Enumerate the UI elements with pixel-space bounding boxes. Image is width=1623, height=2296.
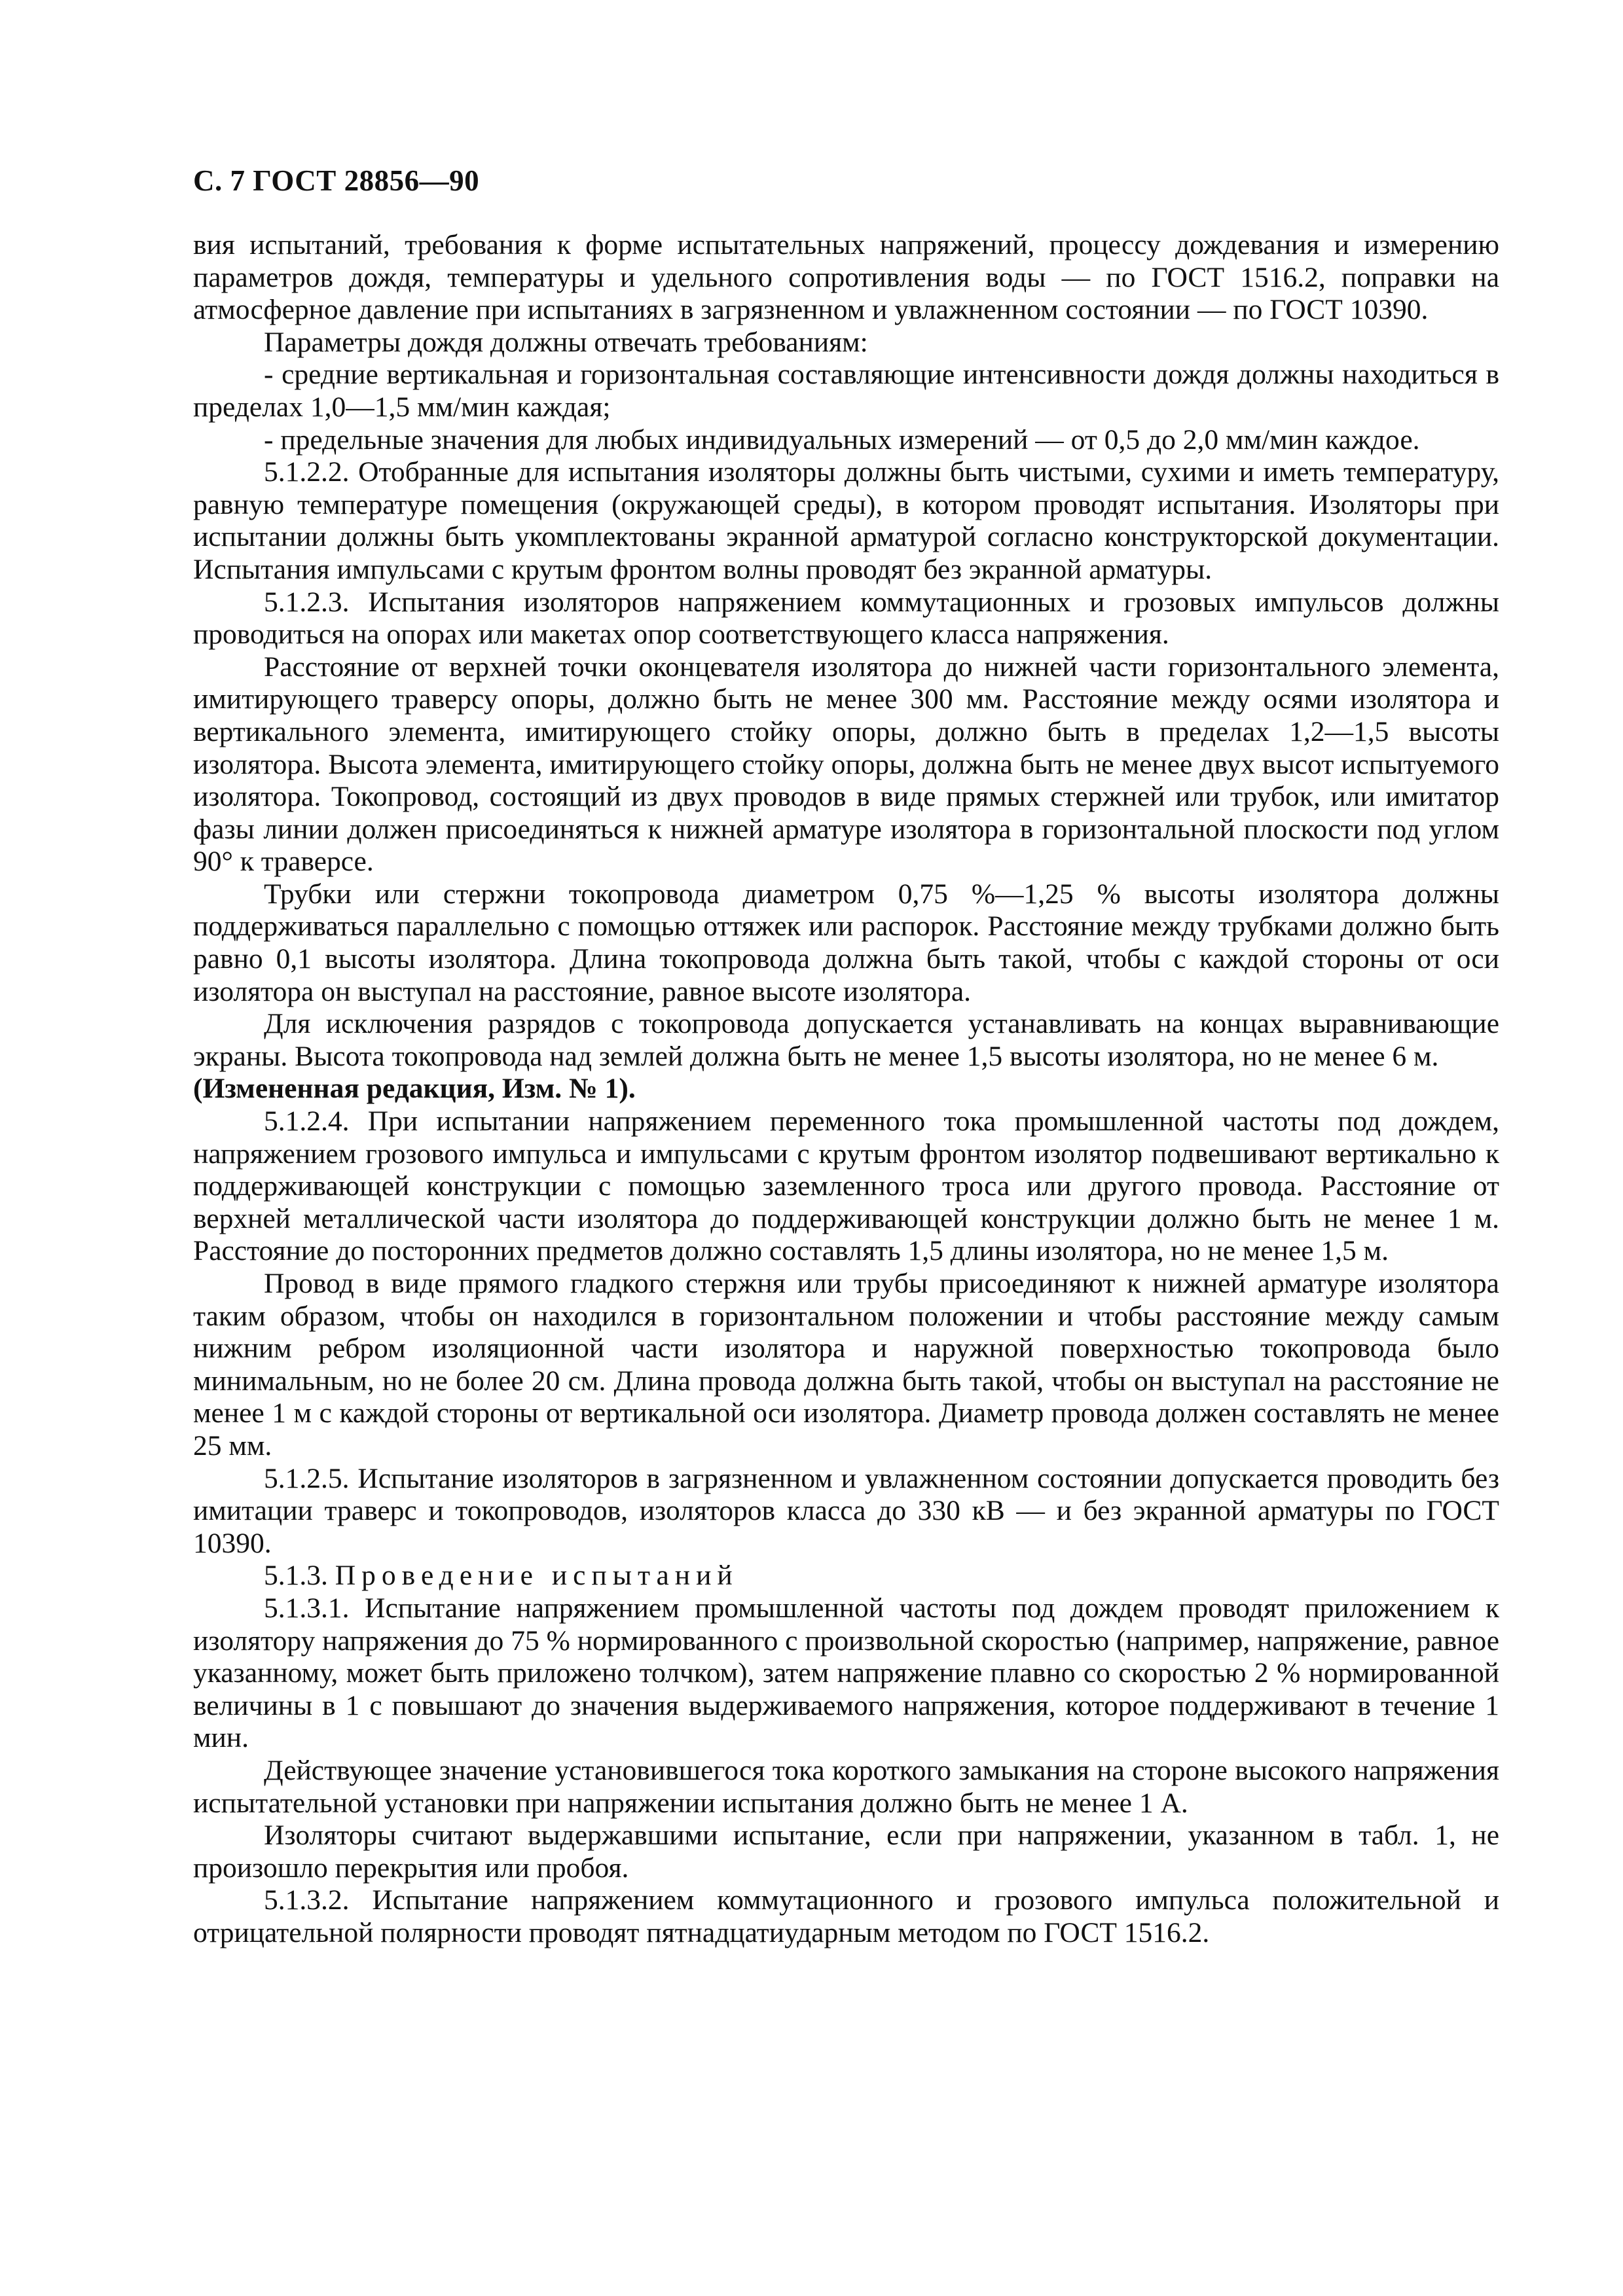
clause-5-1-2-4: 5.1.2.4. При испытании напряжением переменного тока промышленной частоты под дождем, напряжением грозового импульса и импульсами с крутым фронтом изолятор подвешивают вертикально к поддерживающей конструкции с помощью заземленного троса или другого провода. Расстояние от верхней металлической части изолятора до поддерживающей конструкции должно быть не менее 1 м. Расстояние до посторонних предметов должно составлять 1,5 длины изолятора, но не менее 1,5 м. — [193, 1105, 1499, 1267]
clause-5-1-3-2: 5.1.3.2. Испытание напряжением коммутационного и грозового импульса положительной и отрицательной полярности проводят пятнадцатиударным методом по ГОСТ 1516.2. — [193, 1884, 1499, 1948]
running-head: С. 7 ГОСТ 28856—90 — [193, 164, 480, 197]
paragraph: Трубки или стержни токопровода диаметром 0,75 %—1,25 % высоты изолятора должны поддерживаться параллельно с помощью оттяжек или распорок. Расстояние между трубками должно быть равно 0,1 высоты изолятора. Длина токопровода должна быть такой, чтобы с каждой стороны от оси изолятора он выступал на расстояние, равное высоте изолятора. — [193, 878, 1499, 1007]
paragraph: Изоляторы считают выдержавшими испытание, если при напряжении, указанном в табл. 1, не произошло перекрытия или пробоя. — [193, 1820, 1499, 1884]
clause-5-1-3-1: 5.1.3.1. Испытание напряжением промышленной частоты под дождем проводят приложением к изолятору напряжения до 75 % нормированного с произвольной скоростью (например, напряжение, равное указанному, может быть приложено толчком), затем напряжение плавно со скоростью 2 % нормированной величины в 1 с повышают до значения выдерживаемого напряжения, которое поддерживают в течение 1 мин. — [193, 1592, 1499, 1754]
clause-5-1-2-3: 5.1.2.3. Испытания изоляторов напряжением коммутационных и грозовых импульсов должны проводиться на опорах или макетах опор соответствующего класса напряжения. — [193, 586, 1499, 651]
paragraph: Провод в виде прямого гладкого стержня или трубы присоединяют к нижней арматуре изолятора таким образом, чтобы он находился в горизонтальном положении и чтобы расстояние между самым нижним ребром изоляционной части изолятора и наружной поверхностью токопровода было минимальным, но не более 20 см. Длина провода должна быть такой, чтобы он выступал на расстояние не менее 1 м с каждой стороны от вертикальной оси изолятора. Диаметр провода должен составлять не менее 25 мм. — [193, 1268, 1499, 1462]
section-title: Проведение испытаний — [335, 1560, 739, 1592]
list-item: - средние вертикальная и горизонтальная составляющие интенсивности дождя должны находиться в пределах 1,0—1,5 мм/мин каждая; — [193, 359, 1499, 423]
clause-5-1-2-5: 5.1.2.5. Испытание изоляторов в загрязненном и увлажненном состоянии допускается проводить без имитации траверс и токопроводов, изоляторов класса до 330 кВ — и без экранной арматуры по ГОСТ 10390. — [193, 1462, 1499, 1559]
section-number: 5.1.3. — [264, 1560, 328, 1592]
list-item: - предельные значения для любых индивидуальных измерений — от 0,5 до 2,0 мм/мин каждое. — [264, 423, 1420, 456]
paragraph: вия испытаний, требования к форме испытательных напряжений, процессу дождевания и измерению параметров дождя, температуры и удельного сопротивления воды — по ГОСТ 1516.2, поправки на атмосферное давление при испытаниях в загрязненном и увлажненном состоянии — по ГОСТ 10390. — [193, 229, 1499, 326]
body-text — [193, 229, 1499, 1949]
amendment-note: (Измененная редакция, Изм. № 1). — [193, 1073, 636, 1105]
paragraph: Параметры дождя должны отвечать требованиям: — [264, 326, 868, 358]
paragraph: Действующее значение установившегося тока короткого замыкания на стороне высокого напряжения испытательной установки при напряжении испытания должно быть не менее 1 А. — [193, 1754, 1499, 1819]
section-heading — [193, 1560, 1499, 1592]
clause-5-1-2-2: 5.1.2.2. Отобранные для испытания изоляторы должны быть чистыми, сухими и иметь температуру, равную температуре помещения (окружающей среды), в котором проводят испытания. Изоляторы при испытании должны быть укомплектованы экранной арматурой согласно конструкторской документации. Испытания импульсами с крутым фронтом волны проводят без экранной арматуры. — [193, 456, 1499, 585]
paragraph: Расстояние от верхней точки оконцевателя изолятора до нижней части горизонтального элемента, имитирующего траверсу опоры, должно быть не менее 300 мм. Расстояние между осями изолятора и вертикального элемента, имитирующего стойку опоры, должно быть в пределах 1,2—1,5 высоты изолятора. Высота элемента, имитирующего стойку опоры, должна быть не менее двух высот испытуемого изолятора. Токопровод, состоящий из двух проводов в виде прямых стержней или трубок, или имитатор фазы линии должен присоединяться к нижней арматуре изолятора в горизонтальной плоскости под углом 90° к траверсе. — [193, 651, 1499, 878]
paragraph: Для исключения разрядов с токопровода допускается устанавливать на концах выравнивающие экраны. Высота токопровода над землей должна быть не менее 1,5 высоты изолятора, но не менее 6 м. — [193, 1008, 1499, 1072]
